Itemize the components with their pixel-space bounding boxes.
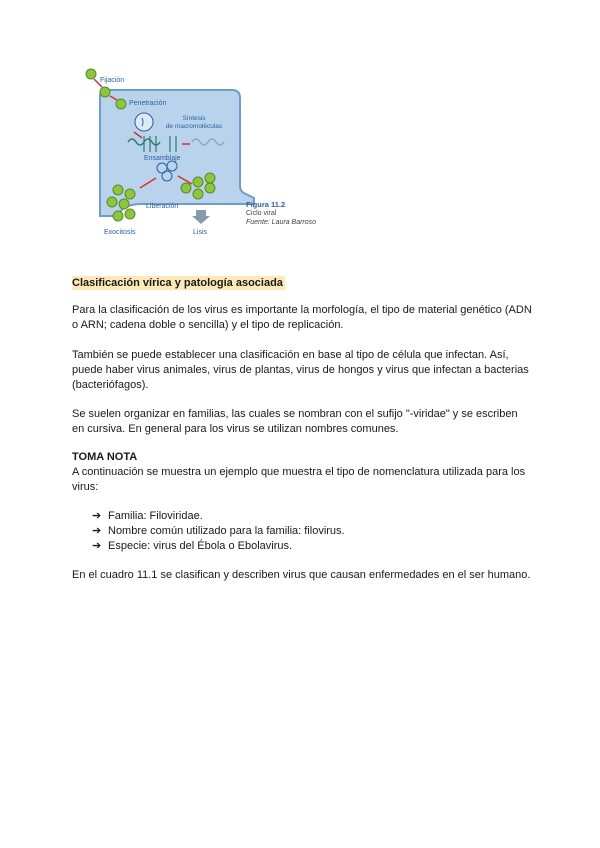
note-text: A continuación se muestra un ejemplo que muestra el tipo de nomenclatura utilizada para los virus: <box>72 466 526 493</box>
label-sintesis: Síntesis <box>182 115 206 122</box>
lisis-arrow <box>192 210 210 224</box>
figure-source: Fuente: Laura Barroso <box>246 219 317 226</box>
paragraph-tipo-celula: También se puede establecer una clasificación en base al tipo de célula que infectan. Así, puede haber virus animales, virus de plantas, virus de hongos y virus que infectan a bacterias (bacteriófagos). <box>72 349 529 391</box>
uncoating-circle <box>135 113 153 131</box>
figure-number: Figura 11.2 <box>246 200 286 209</box>
label-macromoleculas: de macromoléculas <box>165 123 223 130</box>
arrow-icon: ➔ <box>92 540 102 552</box>
paragraph-cuadro: En el cuadro 11.1 se clasifican y describen virus que causan enfermedades en el ser humano. <box>72 569 531 581</box>
label-lisis: Lisis <box>193 229 208 236</box>
list-item: ➔ Nombre común utilizado para la familia: filovirus. <box>92 525 345 537</box>
figure-caption <box>246 200 316 227</box>
label-liberacion: Liberación <box>146 203 179 210</box>
nomenclature-list <box>92 509 345 554</box>
list-item: ➔ Especie: virus del Ébola o Ebolavirus. <box>92 540 293 552</box>
paragraph-morfologia: Para la clasificación de los virus es importante la morfología, el tipo de material genético (ADN o ARN; cadena doble o sencilla) y el tipo de replicación. <box>72 304 532 331</box>
paragraph-familias: Se suelen organizar en familias, las cuales se nombran con el sufijo "-viridae" y se escriben en cursiva. En general para los virus se utilizan nombres comunes. <box>72 408 518 435</box>
label-fijacion: Fijación <box>100 77 125 84</box>
arrow-icon: ➔ <box>92 525 102 537</box>
arrow-icon: ➔ <box>92 510 102 522</box>
label-exocitosis: Exocitosis <box>104 229 136 236</box>
section-heading: Clasificación vírica y patología asociada <box>72 277 283 289</box>
label-penetracion: Penetración <box>129 100 167 107</box>
label-ensamblaje: Ensamblaje <box>144 155 181 162</box>
list-item: ➔ Familia: Filoviridae. <box>92 510 203 522</box>
figure-name: Ciclo viral <box>246 210 277 217</box>
note-title: TOMA NOTA <box>72 451 138 463</box>
